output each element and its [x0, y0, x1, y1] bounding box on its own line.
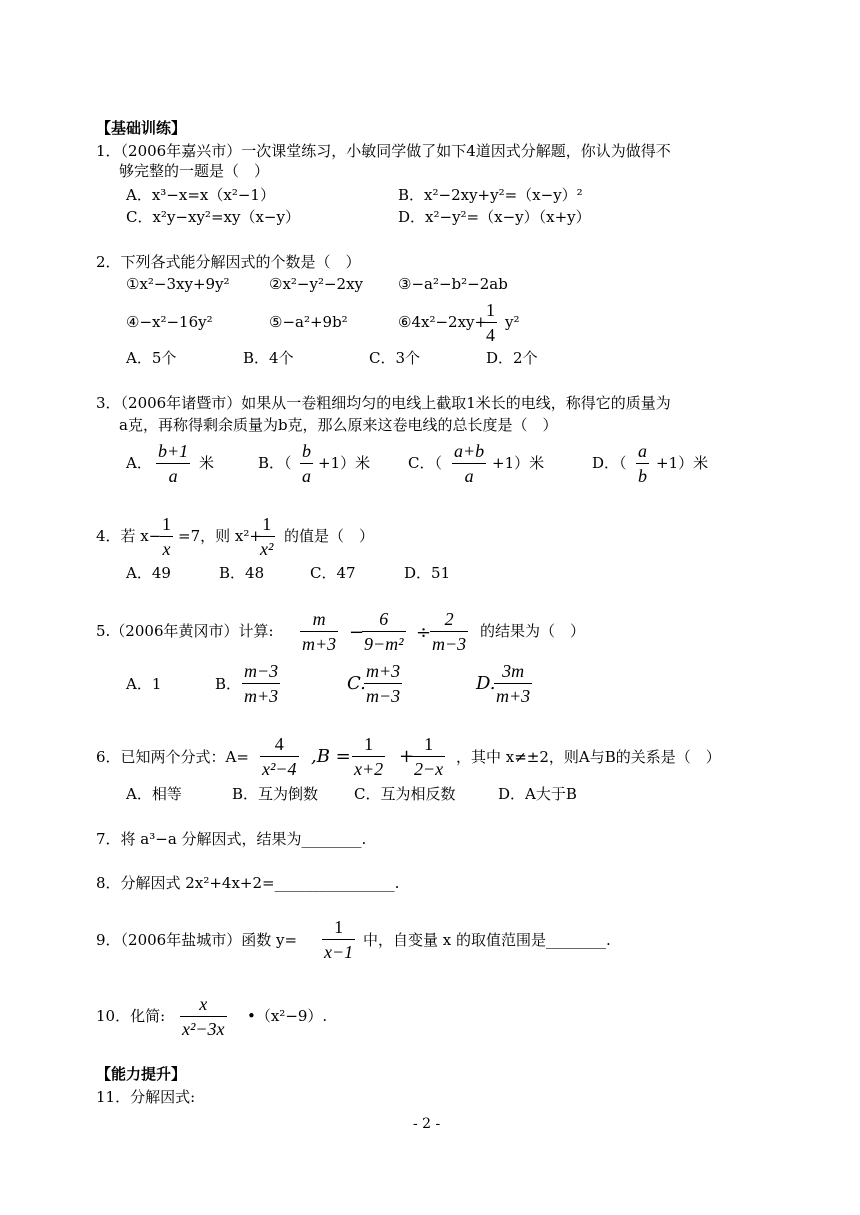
q5-option-c-label: C. [347, 673, 366, 694]
q5-prefix: 5.（2006年黄冈市）计算: [96, 622, 274, 640]
q6-plus: + [399, 746, 415, 767]
q6-suffix: ，其中 x≠±2，则A与B的关系是（ ） [456, 748, 721, 766]
q4-option-c: C．47 [310, 564, 356, 582]
fraction-numerator: x [199, 994, 208, 1014]
q5-divide: ÷ [416, 622, 432, 643]
q1-line1: 1．（2006年嘉兴市）一次课堂练习，小敏同学做了如下4道因式分解题，你认为做得不 [96, 142, 671, 160]
q2-expr-5: ⑤−a²+9b² [269, 313, 348, 331]
q3-option-d-fraction [636, 442, 649, 485]
q3-line1: 3．（2006年诸暨市）如果从一卷粗细均匀的电线上截取1米长的电线，称得它的质量为 [96, 394, 671, 412]
q6-option-b: B．互为倒数 [232, 785, 319, 803]
q4-prefix: 4．若 x− [96, 527, 162, 545]
q2-expr-4: ④−x²−16y² [126, 313, 213, 331]
q2-option-d: D．2个 [486, 349, 538, 367]
fraction-numerator: a [638, 441, 647, 461]
q9-prefix: 9．（2006年盐城市）函数 y= [96, 931, 298, 949]
q5-fraction-1 [300, 610, 338, 653]
q4-fraction-2 [258, 515, 275, 558]
q2-expr-1: ①x²−3xy+9y² [126, 275, 230, 293]
fraction-denominator: m−3 [366, 686, 401, 706]
q3-option-b-label: B．（ [258, 454, 292, 472]
fraction-numerator: 2 [444, 609, 454, 629]
fraction-denominator: x−1 [324, 942, 354, 962]
q3-option-b-suffix: +1）米 [318, 454, 371, 472]
fraction-denominator: x²−4 [262, 759, 297, 779]
q5-suffix: 的结果为（ ） [480, 622, 586, 640]
fraction-numerator: m+3 [366, 661, 401, 681]
q2-option-b: B．4个 [243, 349, 294, 367]
page-number: - 2 - [413, 1116, 441, 1132]
q5-option-a: A．1 [126, 675, 162, 693]
q7: 7．将 a³−a 分解因式，结果为________. [96, 830, 367, 848]
q3-option-b-fraction [300, 442, 313, 485]
fraction-numerator: b [302, 441, 311, 461]
q2-expr-6-suffix: y² [505, 313, 520, 331]
q5-fraction-2 [362, 610, 406, 653]
fraction-denominator: a [302, 466, 311, 486]
q4-option-a: A．49 [126, 564, 171, 582]
q3-option-a-suffix: 米 [199, 454, 215, 472]
q2-expr-2: ②x²−y²−2xy [269, 275, 364, 293]
q6-option-c: C．互为相反数 [354, 785, 456, 803]
q10-fraction [180, 995, 227, 1038]
section-heading-advanced: 【能力提升】 [96, 1065, 187, 1083]
q4-fraction-1 [160, 515, 173, 558]
q6-fraction-3 [412, 735, 445, 778]
q9-fraction [322, 918, 355, 961]
fraction-denominator: m+3 [302, 634, 337, 654]
fraction-numerator: b+1 [158, 441, 189, 461]
q2-expr-3: ③−a²−b²−2ab [398, 275, 508, 293]
q1-option-d: D．x²−y²=（x−y）（x+y） [398, 208, 591, 226]
q6-fraction-2 [352, 735, 385, 778]
q3-option-d-label: D．（ [592, 454, 627, 472]
q5-option-b-label: B． [215, 675, 242, 693]
fraction-numerator: m−3 [244, 661, 279, 681]
q10-suffix: •（x²−9）. [247, 1007, 328, 1025]
fraction-numerator: a+b [454, 441, 485, 461]
q3-option-d-suffix: +1）米 [656, 454, 709, 472]
q2-stem: 2．下列各式能分解因式的个数是（ ） [96, 253, 361, 271]
fraction-numerator: 1 [364, 734, 374, 754]
fraction-numerator: 1 [424, 734, 434, 754]
fraction-denominator: x [162, 539, 171, 559]
fraction-numerator: 6 [379, 609, 389, 629]
q1-line2: 够完整的一题是（ ） [119, 162, 270, 180]
fraction-denominator: b [638, 466, 647, 486]
fraction-numerator: 1 [262, 514, 272, 534]
q11: 11．分解因式: [96, 1088, 196, 1106]
q5-option-c-fraction [364, 662, 402, 705]
section-heading-basic: 【基础训练】 [96, 119, 187, 137]
q1-option-c: C．x²y−xy²=xy（x−y） [126, 208, 300, 226]
fraction-denominator: a [464, 466, 474, 486]
fraction-denominator: a [168, 466, 178, 486]
fraction-denominator: 2−x [414, 759, 444, 779]
q5-option-d-label: D. [476, 673, 496, 694]
q4-option-d: D．51 [404, 564, 451, 582]
q2-expr-6-prefix: ⑥4x²−2xy+ [398, 313, 488, 331]
q6-option-d: D．A大于B [498, 785, 577, 803]
q6-option-a: A．相等 [126, 785, 182, 803]
q5-option-b-fraction [242, 662, 280, 705]
q3-option-a-label: A． [126, 454, 152, 472]
q3-line2: a克，再称得剩余质量为b克，那么原来这卷电线的总长度是（ ） [119, 416, 558, 434]
fraction-denominator: x+2 [354, 759, 384, 779]
fraction-denominator: x²−3x [182, 1019, 225, 1039]
fraction-numerator: m [312, 609, 326, 629]
fraction-denominator: 9−m² [364, 634, 404, 654]
fraction-numerator: 4 [274, 734, 284, 754]
q5-option-d-fraction [494, 662, 532, 705]
q2-option-c: C．3个 [369, 349, 421, 367]
fraction-numerator: 1 [486, 300, 495, 320]
fraction-denominator: x² [260, 539, 274, 559]
q3-option-c-label: C．（ [408, 454, 442, 472]
q5-minus: − [349, 622, 365, 643]
q1-option-a: A．x³−x=x（x²−1） [126, 186, 275, 204]
q10-prefix: 10．化简: [96, 1007, 166, 1025]
q8: 8．分解因式 2x²+4x+2=________________. [96, 874, 400, 892]
fraction-denominator: 4 [486, 325, 495, 345]
q6-fraction-1 [260, 735, 299, 778]
q2-option-a: A．5个 [126, 349, 177, 367]
fraction-denominator: m+3 [244, 686, 279, 706]
q3-option-c-suffix: +1）米 [492, 454, 545, 472]
q4-option-b: B．48 [219, 564, 265, 582]
q4-middle: =7，则 x²+ [178, 527, 262, 545]
q2-expr-6-fraction [484, 301, 497, 344]
fraction-numerator: 1 [162, 514, 171, 534]
q3-option-a-fraction [156, 442, 190, 485]
q9-suffix: 中，自变量 x 的取值范围是________. [363, 931, 611, 949]
q3-option-c-fraction [452, 442, 486, 485]
fraction-denominator: m+3 [496, 686, 531, 706]
q1-option-b: B．x²−2xy+y²=（x−y）² [398, 186, 583, 204]
q5-fraction-3 [430, 610, 468, 653]
q4-suffix: 的值是（ ） [284, 527, 375, 545]
fraction-numerator: 1 [334, 917, 344, 937]
fraction-numerator: 3m [502, 661, 525, 681]
q6-prefix: 6．已知两个分式：A= [96, 748, 249, 766]
fraction-denominator: m−3 [432, 634, 467, 654]
q6-middle: ,B = [311, 746, 351, 767]
